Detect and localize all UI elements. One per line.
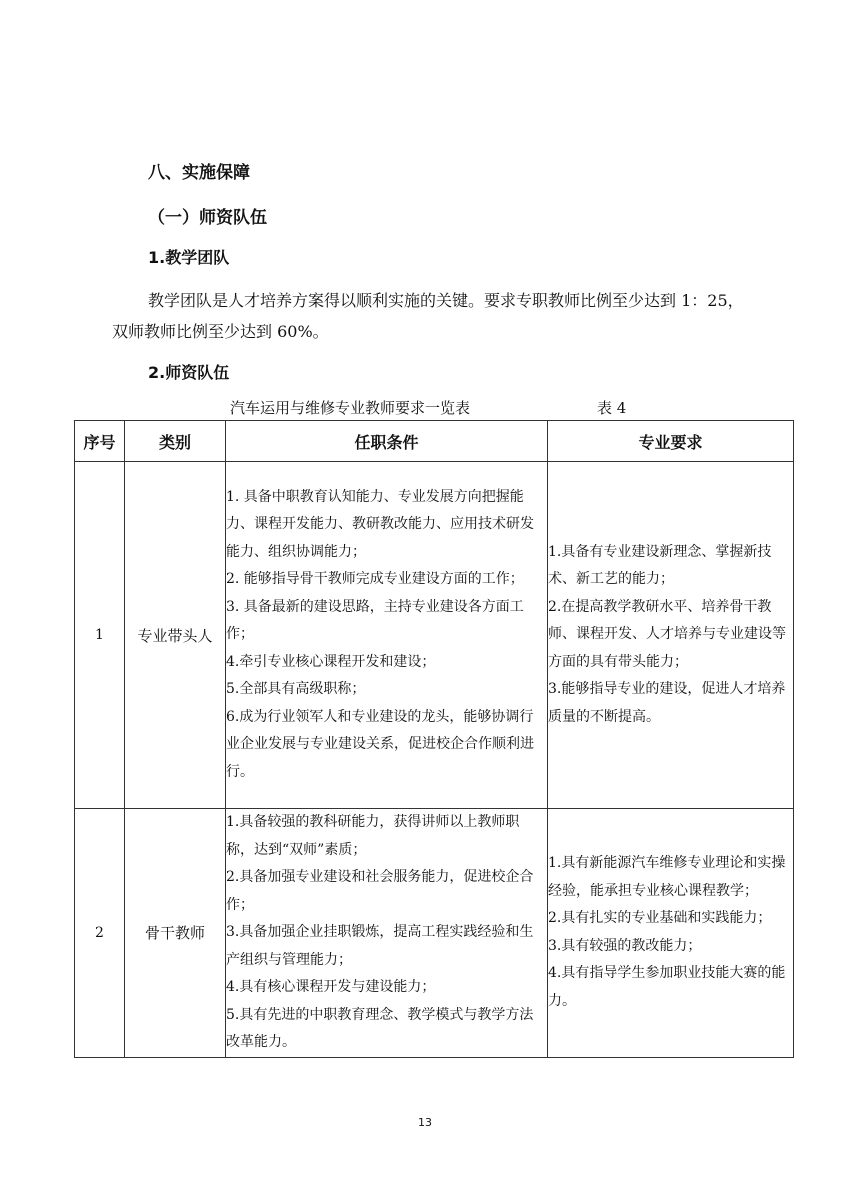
condition-item: 1.具备较强的教科研能力，获得讲师以上教师职称，达到“双师”素质；: [226, 814, 520, 858]
requirement-item: 4.具有指导学生参加职业技能大赛的能力。: [548, 965, 786, 1009]
table-row: [75, 809, 794, 1058]
requirement-item: 2.具有扎实的专业基础和实践能力；: [548, 910, 772, 927]
condition-item: 2. 能够指导骨干教师完成专业建设方面的工作；: [226, 571, 524, 588]
condition-item: 6.成为行业领军人和专业建设的龙头，能够协调行业企业发展与专业建设关系，促进校企合作顺利进行。: [226, 708, 534, 780]
header-requirements: 专业要求: [548, 421, 794, 462]
table-caption: 汽车运用与维修专业教师要求一览表: [230, 399, 471, 417]
item1-heading: 1.教学团队: [148, 248, 230, 267]
header-category: 类别: [125, 421, 226, 462]
header-conditions: 任职条件: [226, 421, 548, 462]
table-row: [75, 462, 794, 809]
requirement-item: 1.具有新能源汽车维修专业理论和实操经验，能承担专业核心课程教学；: [548, 855, 786, 899]
item2-heading: 2.师资队伍: [148, 363, 230, 382]
teacher-requirements-table: [74, 420, 794, 1058]
condition-item: 5.具有先进的中职教育理念、教学模式与教学方法改革能力。: [226, 1006, 534, 1050]
requirement-item: 3.具有较强的教改能力；: [548, 937, 702, 954]
row-requirements: [548, 462, 794, 809]
condition-item: 1. 具备中职教育认知能力、专业发展方向把握能力、课程开发能力、教研教改能力、应用技术研发能力、组织协调能力；: [226, 488, 534, 560]
row-conditions: [226, 462, 548, 809]
condition-item: 5.全部具有高级职称；: [226, 681, 366, 698]
header-num: 序号: [75, 421, 125, 462]
item1-paragraph: 教学团队是人才培养方案得以顺利实施的关键。要求专职教师比例至少达到 1：25，双师教师比例至少达到 60%。: [112, 291, 744, 341]
condition-item: 4.具有核心课程开发与建设能力；: [226, 979, 436, 995]
row-number: 1: [75, 462, 125, 809]
row-conditions: [226, 809, 548, 1058]
condition-item: 3. 具备最新的建设思路，主持专业建设各方面工作；: [226, 598, 524, 643]
condition-item: 3.具备加强企业挂职锻炼，提高工程实践经验和生产组织与管理能力；: [226, 924, 534, 968]
requirement-item: 1.具备有专业建设新理念、掌握新技术、新工艺的能力；: [548, 543, 772, 588]
requirement-item: 3.能够指导专业的建设，促进人才培养质量的不断提高。: [548, 681, 786, 725]
row-category: 骨干教师: [125, 809, 226, 1058]
table-number: 表 4: [597, 399, 627, 417]
page-number: 13: [418, 1116, 432, 1129]
row-requirements: [548, 809, 794, 1058]
subsection-heading: （一）师资队伍: [148, 208, 267, 228]
row-number: 2: [75, 809, 125, 1058]
requirement-item: 2.在提高教学教研水平、培养骨干教师、课程开发、人才培养与专业建设等方面的具有带头能力；: [548, 598, 786, 670]
condition-item: 4.牵引专业核心课程开发和建设；: [226, 653, 436, 670]
condition-item: 2.具备加强专业建设和社会服务能力，促进校企合作；: [226, 869, 534, 913]
section-heading: 八、实施保障: [148, 163, 250, 183]
table-header-row: [75, 421, 794, 462]
row-category: 专业带头人: [125, 462, 226, 809]
